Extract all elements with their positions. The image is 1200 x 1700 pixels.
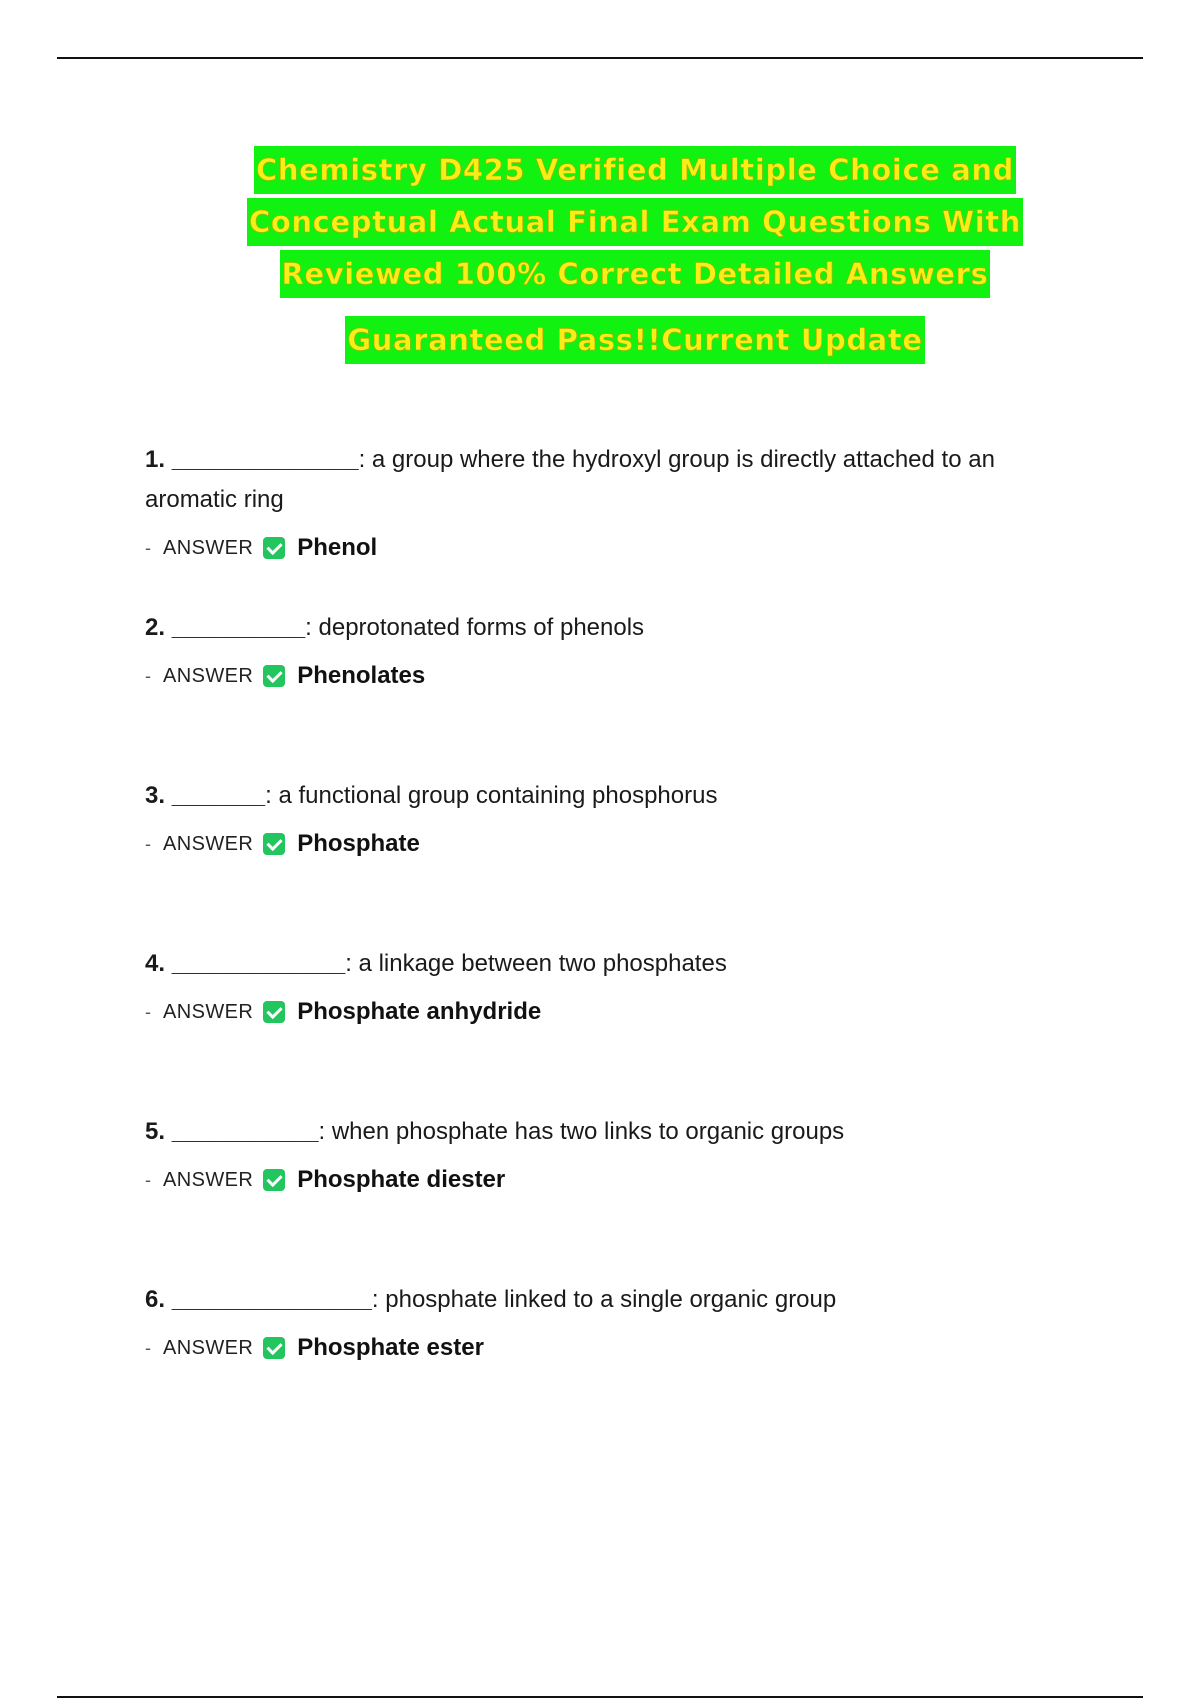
answer-row (145, 826, 1065, 862)
question-blank: _____________ (171, 950, 346, 977)
question-list (145, 440, 1065, 1448)
document-title (120, 146, 1150, 368)
question-text (145, 944, 1065, 984)
check-icon (263, 537, 285, 559)
bottom-rule (57, 1696, 1143, 1698)
answer-label: ANSWER (163, 832, 254, 855)
question-body: : deprotonated forms of phenols (305, 614, 645, 641)
answer-row (145, 658, 1065, 694)
answer-row (145, 1162, 1065, 1198)
answer-dash: - (145, 1001, 151, 1022)
question-body: : when phosphate has two links to organic groups (318, 1118, 845, 1145)
question-text (145, 776, 1065, 816)
question-body: : a linkage between two phosphates (345, 950, 727, 977)
question-number: 1. (145, 446, 166, 473)
question-item (145, 944, 1065, 1112)
question-blank: __________ (171, 614, 306, 641)
question-number: 2. (145, 614, 166, 641)
question-item (145, 1112, 1065, 1280)
question-text (145, 440, 1065, 520)
question-number: 6. (145, 1286, 166, 1313)
answer-text: Phosphate (297, 830, 420, 857)
title-line-3: Reviewed 100% Correct Detailed Answers (280, 250, 991, 298)
answer-label: ANSWER (163, 1168, 254, 1191)
answer-dash: - (145, 1169, 151, 1190)
question-number: 5. (145, 1118, 166, 1145)
answer-label: ANSWER (163, 1336, 254, 1359)
answer-dash: - (145, 665, 151, 686)
answer-label: ANSWER (163, 664, 254, 687)
answer-text: Phenolates (297, 662, 426, 689)
question-item (145, 776, 1065, 944)
title-line-1: Chemistry D425 Verified Multiple Choice and (254, 146, 1016, 194)
check-icon (263, 665, 285, 687)
answer-row (145, 530, 1065, 566)
question-blank: ______________ (171, 446, 359, 473)
top-rule (57, 57, 1143, 59)
answer-dash: - (145, 833, 151, 854)
question-text (145, 1280, 1065, 1320)
question-blank: ___________ (171, 1118, 319, 1145)
title-line-4: Guaranteed Pass!!Current Update (345, 316, 924, 364)
answer-text: Phosphate diester (297, 1166, 506, 1193)
answer-label: ANSWER (163, 1000, 254, 1023)
check-icon (263, 833, 285, 855)
question-text (145, 608, 1065, 648)
question-blank: _______ (171, 782, 266, 809)
answer-dash: - (145, 537, 151, 558)
question-body: : phosphate linked to a single organic group (371, 1286, 837, 1313)
check-icon (263, 1169, 285, 1191)
question-item (145, 440, 1065, 608)
check-icon (263, 1337, 285, 1359)
answer-text: Phenol (297, 534, 378, 561)
question-number: 3. (145, 782, 166, 809)
answer-row (145, 994, 1065, 1030)
question-item (145, 1280, 1065, 1448)
check-icon (263, 1001, 285, 1023)
question-blank: _______________ (171, 1286, 372, 1313)
answer-text: Phosphate ester (297, 1334, 484, 1361)
question-text (145, 1112, 1065, 1152)
answer-row (145, 1330, 1065, 1366)
question-body: : a functional group containing phosphorus (265, 782, 718, 809)
answer-dash: - (145, 1337, 151, 1358)
answer-text: Phosphate anhydride (297, 998, 542, 1025)
answer-label: ANSWER (163, 536, 254, 559)
question-body: : a group where the hydroxyl group is directly attached to an aromatic ring (145, 446, 995, 513)
question-item (145, 608, 1065, 776)
question-number: 4. (145, 950, 166, 977)
title-line-2: Conceptual Actual Final Exam Questions With (247, 198, 1023, 246)
